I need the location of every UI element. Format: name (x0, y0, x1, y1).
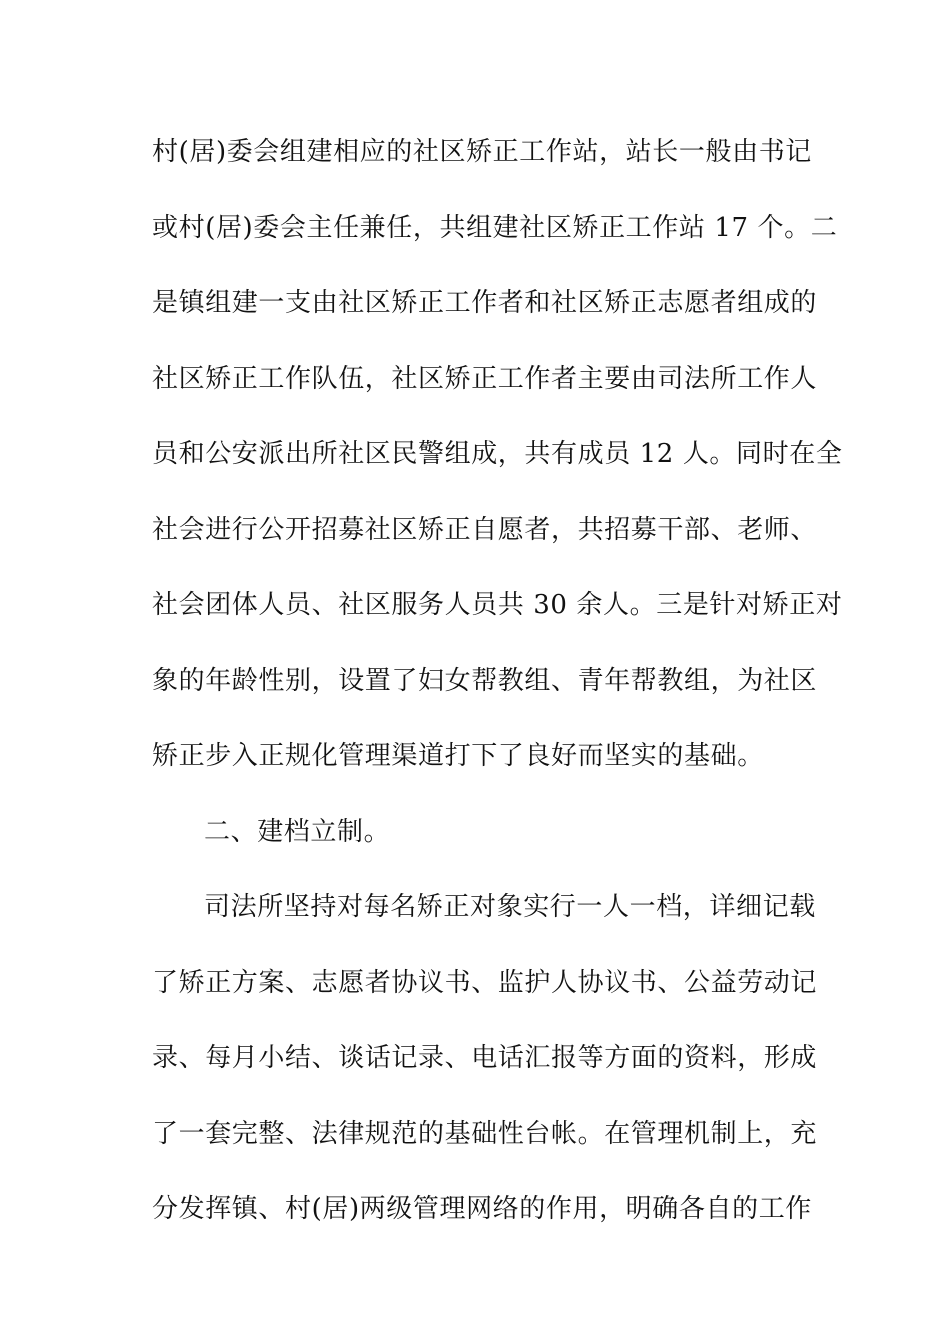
text-line-6: 社会进行公开招募社区矫正自愿者，共招募干部、老师、 (152, 514, 818, 545)
text-line-7: 社会团体人员、社区服务人员共 30 余人。三是针对矫正对 (152, 590, 843, 620)
text-line-1: 村(居)委会组建相应的社区矫正工作站，站长一般由书记 (152, 137, 812, 167)
section-heading: 二、建档立制。 (204, 816, 391, 847)
text-line-4: 社区矫正工作队伍，社区矫正工作者主要由司法所工作人 (152, 363, 818, 394)
text-line-15: 分发挥镇、村(居)两级管理网络的作用，明确各自的工作 (152, 1194, 812, 1224)
text-line-8: 象的年龄性别，设置了妇女帮教组、青年帮教组，为社区 (152, 665, 818, 696)
text-line-3: 是镇组建一支由社区矫正工作者和社区矫正志愿者组成的 (152, 288, 818, 318)
text-line-14: 了一套完整、法律规范的基础性台帐。在管理机制上，充 (152, 1118, 818, 1149)
text-line-12: 了矫正方案、志愿者协议书、监护人协议书、公益劳动记 (152, 967, 818, 998)
text-line-2: 或村(居)委会主任兼任，共组建社区矫正工作站 17 个。二 (152, 212, 838, 243)
text-line-9: 矫正步入正规化管理渠道打下了良好而坚实的基础。 (152, 741, 764, 771)
text-line-13: 录、每月小结、谈话记录、电话汇报等方面的资料，形成 (152, 1043, 818, 1073)
text-line-5: 员和公安派出所社区民警组成，共有成员 12 人。同时在全 (152, 439, 843, 469)
text-line-11: 司法所坚持对每名矫正对象实行一人一档，详细记载 (204, 892, 816, 922)
document-body (152, 128, 843, 1261)
